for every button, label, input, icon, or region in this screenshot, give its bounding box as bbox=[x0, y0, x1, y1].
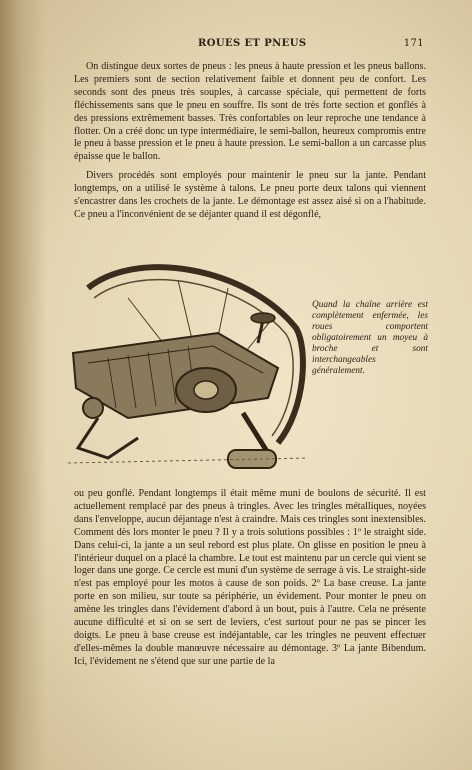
text-block-bottom bbox=[74, 488, 426, 675]
motorcycle-rear-wheel-illustration bbox=[68, 258, 308, 480]
paragraph: ou peu gonflé. Pendant longtemps il était même muni de boulons de sécurité. Il est actuellement remplacé par des pneus à tringles. Avec les tringles métalliques, noyées dans l'enveloppe, aucun déjantage n'est à craindre. Mais ces tringles sont inextensibles. Comment dès lors monter le pneu ? Il y a trois solutions possibles : 1º le straight side. Dans celui-ci, la jante a un seul rebord est plus plate. On glisse en position le pneu à l'intérieur duquel on a placé la chambre. Le tout est maintenu par un cercle qui vient se loger dans une gorge. Ce cercle est muni d'un système de serrage à vis. Le straight-side n'est pas employé pour les motos à cause de son poids. 2º La base creuse. La jante porte en son milieu, sur toute sa périphérie, un évidement. Pour monter le pneu on amène les tringles dans l'évidement d'abord à un bout, puis à l'autre. Cela ne présente aucune difficulté et si on se sert de leviers, c'est surtout pour ne pas se pincer les doigts. Le pneu à base creuse est indéjantable, car les tringles ne peuvent effectuer d'elles-mêmes la double manœuvre nécessaire au démontage. 3º La jante Bibendum. Ici, l'évidement ne s'étend que sur une partie de la bbox=[74, 488, 426, 667]
page-number: 171 bbox=[403, 38, 424, 49]
paragraph: On distingue deux sortes de pneus : les pneus à haute pression et les pneus ballons. Les premiers sont de section relativement faible et donnent peu de confort. Les seconds sont des pneus très souples, à carcasse spéciale, qui permettent de forts fléchissements sans que le pneu en souffre. Ils sont de très forte section et gonflés à des pressions extrêmement basses. Très confortables on leur reproche une tendance à flotter. On a créé donc un type intermédiaire, le semi-ballon, heureux compromis entre le pneu à basse pression et le pneu à haute pression. Le semi-ballon a un carcasse plus épaisse que le ballon. bbox=[74, 61, 426, 163]
running-title: ROUES ET PNEUS bbox=[198, 38, 307, 49]
illustration-drawing bbox=[68, 258, 308, 480]
text-block-top bbox=[74, 61, 426, 228]
page-header bbox=[74, 38, 424, 52]
figure-caption: Quand la chaîne arrière est complètement enfermée, les roues comportent obligatoirement un moyeu à broche et sont interchangeables généralement. bbox=[312, 300, 428, 376]
paragraph: Divers procédés sont employés pour maintenir le pneu sur la jante. Pendant longtemps, on a utilisé le système à talons. Le pneu porte deux talons qui viennent s'encastrer dans les crochets de la jante. Le démontage est assez aisé si on a l'habitude. Ce pneu a l'inconvénient de se déjanter quand il est dégonflé, bbox=[74, 170, 426, 220]
spine-shadow bbox=[0, 0, 46, 770]
